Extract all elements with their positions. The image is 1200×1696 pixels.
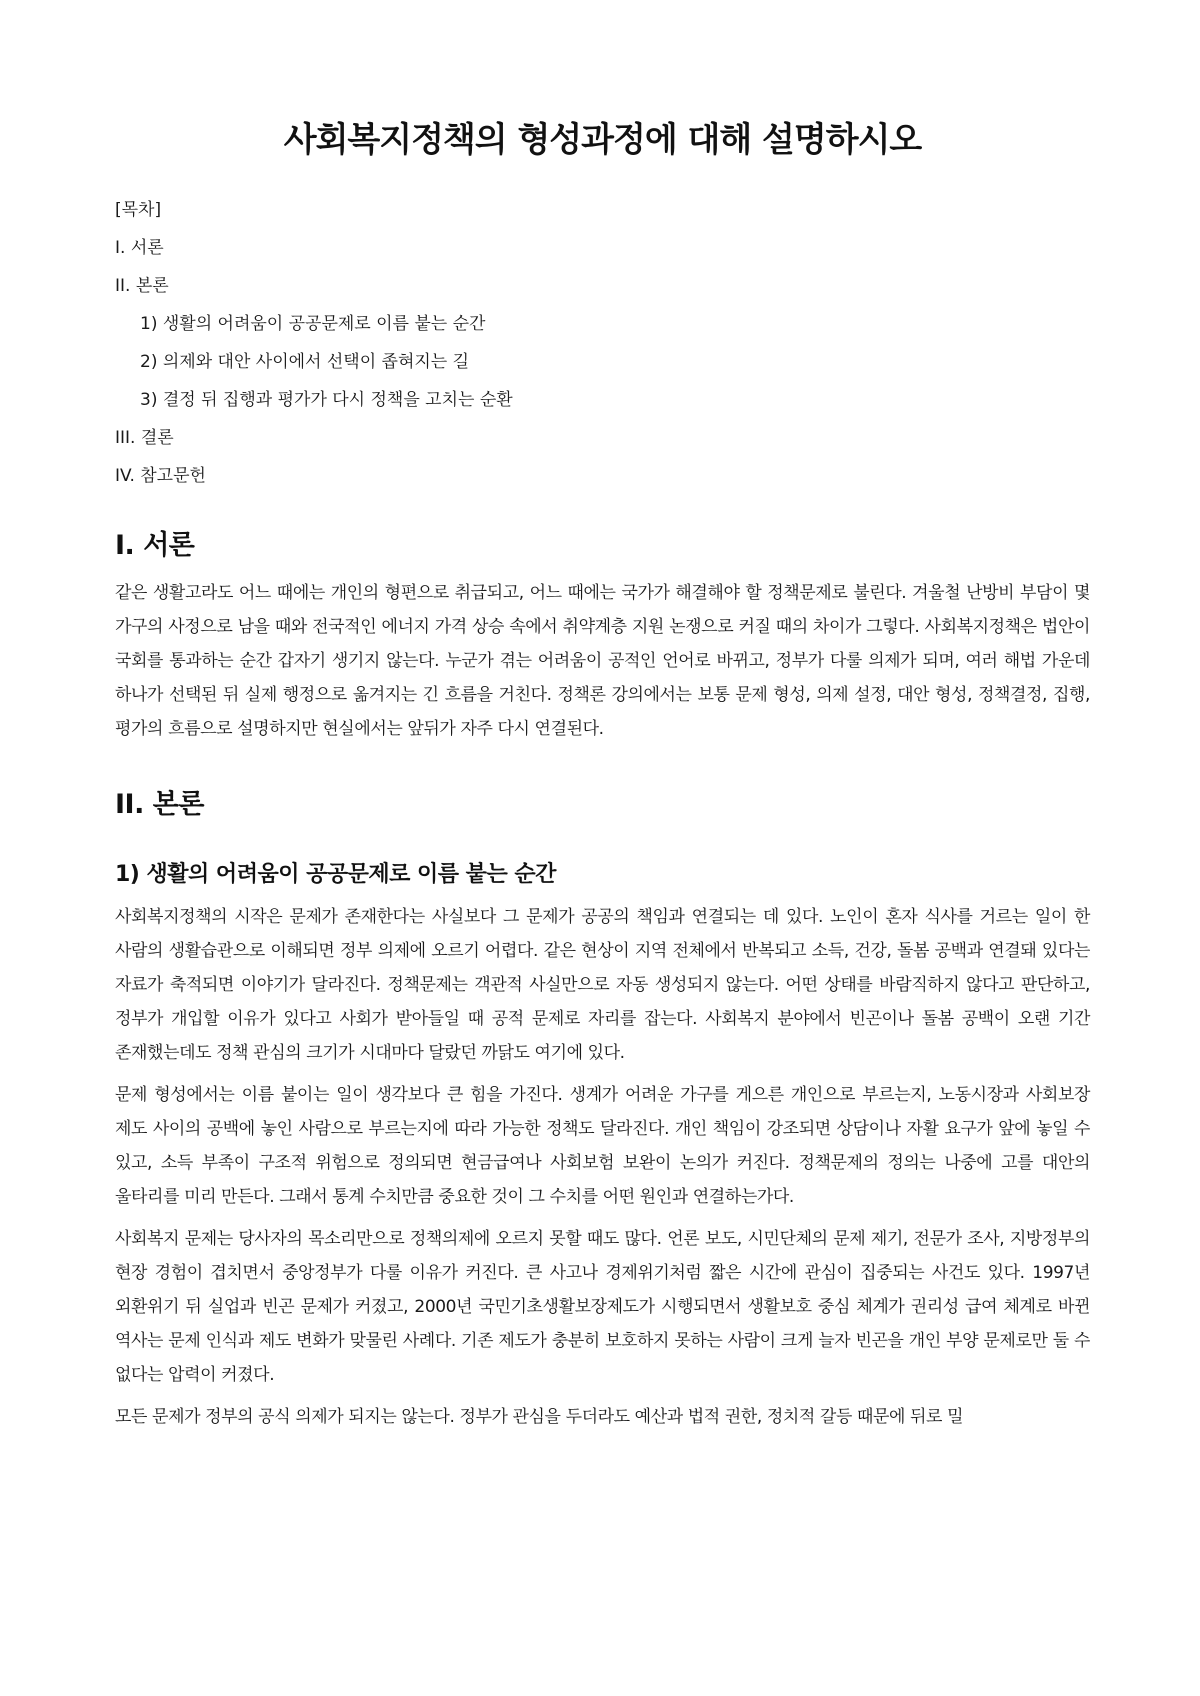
document-title: 사회복지정책의 형성과정에 대해 설명하시오	[283, 120, 922, 160]
subsection-heading-1: 1) 생활의 어려움이 공공문제로 이름 붙는 순간	[115, 862, 556, 887]
section-heading-introduction: I. 서론	[115, 530, 195, 561]
section-heading-body: II. 본론	[115, 789, 204, 820]
toc-item-introduction: I. 서론	[115, 238, 164, 258]
body-paragraph-1: 사회복지정책의 시작은 문제가 존재한다는 사실보다 그 문제가 공공의 책임과 연결되는 데 있다. 노인이 혼자 식사를 거르는 일이 한 사람의 생활습관으로 이해되면 정부 의제에 오르기 어렵다. 같은 현상이 지역 전체에서 반복되고 소득, 건강, 돌봄 공백과 연결돼 있다는 자료가 축적되면 이야기가 달라진다. 정책문제는 객관적 사실만으로 자동 생성되지 않는다. 어떤 상태를 바람직하지 않다고 판단하고, 정부가 개입할 이유가 있다고 사회가 받아들일 때 공적 문제로 자리를 잡는다. 사회복지 분야에서 빈곤이나 돌봄 공백이 오랜 기간 존재했는데도 정책 관심의 크기가 시대마다 달랐던 까닭도 여기에 있다.	[115, 907, 1090, 1063]
body-paragraph-2: 문제 형성에서는 이름 붙이는 일이 생각보다 큰 힘을 가진다. 생계가 어려운 가구를 게으른 개인으로 부르는지, 노동시장과 사회보장 제도 사이의 공백에 놓인 사람으로 부르는지에 따라 가능한 정책도 달라진다. 개인 책임이 강조되면 상담이나 자활 요구가 앞에 놓일 수 있고, 소득 부족이 구조적 위험으로 정의되면 현금급여나 사회보험 보완이 논의가 커진다. 정책문제의 정의는 나중에 고를 대안의 울타리를 미리 만든다. 그래서 통계 수치만큼 중요한 것이 그 수치를 어떤 원인과 연결하는가다.	[115, 1085, 1090, 1207]
toc-item-body: II. 본론	[115, 276, 169, 296]
toc-item-body-2: 2) 의제와 대안 사이에서 선택이 좁혀지는 길	[140, 352, 470, 372]
body-paragraph-4: 모든 문제가 정부의 공식 의제가 되지는 않는다. 정부가 관심을 두더라도 예산과 법적 권한, 정치적 갈등 때문에 뒤로 밀	[115, 1407, 964, 1427]
toc-item-body-1: 1) 생활의 어려움이 공공문제로 이름 붙는 순간	[140, 314, 486, 334]
toc-item-body-3: 3) 결정 뒤 집행과 평가가 다시 정책을 고치는 순환	[140, 390, 513, 410]
introduction-paragraph: 같은 생활고라도 어느 때에는 개인의 형편으로 취급되고, 어느 때에는 국가가 해결해야 할 정책문제로 불린다. 겨울철 난방비 부담이 몇 가구의 사정으로 남을 때와 전국적인 에너지 가격 상승 속에서 취약계층 지원 논쟁으로 커질 때의 차이가 그렇다. 사회복지정책은 법안이 국회를 통과하는 순간 갑자기 생기지 않는다. 누군가 겪는 어려움이 공적인 언어로 바뀌고, 정부가 다룰 의제가 되며, 여러 해법 가운데 하나가 선택된 뒤 실제 행정으로 옮겨지는 긴 흐름을 거친다. 정책론 강의에서는 보통 문제 형성, 의제 설정, 대안 형성, 정책결정, 집행, 평가의 흐름으로 설명하지만 현실에서는 앞뒤가 자주 다시 연결된다.	[115, 583, 1090, 739]
toc-heading: [목차]	[115, 200, 162, 220]
toc-item-conclusion: III. 결론	[115, 428, 174, 448]
body-paragraph-3: 사회복지 문제는 당사자의 목소리만으로 정책의제에 오르지 못할 때도 많다. 언론 보도, 시민단체의 문제 제기, 전문가 조사, 지방정부의 현장 경험이 겹치면서 중앙정부가 다룰 이유가 커진다. 큰 사고나 경제위기처럼 짧은 시간에 관심이 집중되는 사건도 있다. 1997년 외환위기 뒤 실업과 빈곤 문제가 커졌고, 2000년 국민기초생활보장제도가 시행되면서 생활보호 중심 체계가 권리성 급여 체계로 바뀐 역사는 문제 인식과 제도 변화가 맞물린 사례다. 기존 제도가 충분히 보호하지 못하는 사람이 크게 늘자 빈곤을 개인 부양 문제로만 둘 수 없다는 압력이 커졌다.	[115, 1229, 1090, 1385]
document-page	[115, 112, 1090, 1442]
table-of-contents	[115, 191, 1090, 495]
toc-item-references: IV. 참고문헌	[115, 466, 206, 486]
